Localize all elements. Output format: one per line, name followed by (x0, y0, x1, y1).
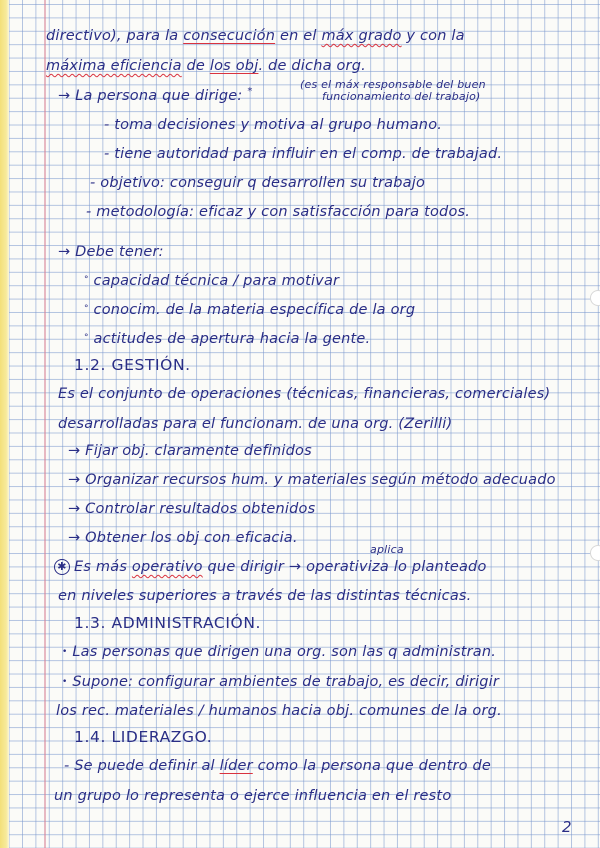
text-run: . de dicha org. (258, 58, 366, 74)
arrow-icon: → (288, 559, 302, 575)
text-line (58, 88, 253, 104)
text-run: de (181, 58, 210, 74)
text-line (84, 273, 339, 289)
text-run: los rec. materiales / humanos hacia obj. comunes de la org. (56, 703, 502, 719)
underlined-term: los obj (209, 58, 259, 74)
bullet-icon: ° (84, 304, 89, 314)
text-run: y con la (401, 28, 465, 44)
margin-line (44, 0, 46, 848)
text-run: que dirigir (202, 559, 285, 575)
text-run: - tiene autoridad para influir en el comp. de trabajad. (104, 146, 503, 162)
circled-asterisk-icon: ✱ (54, 559, 70, 575)
text-line (62, 674, 499, 690)
text-line (86, 204, 470, 220)
superscript-text: aplica (370, 543, 404, 556)
text-run: como la persona que dentro de (252, 758, 492, 774)
arrow-icon: → (58, 88, 71, 104)
text-run: Las personas que dirigen una org. son las q administran. (72, 644, 497, 660)
text-line (68, 530, 298, 546)
punch-hole (590, 545, 600, 561)
underlined-term: consecución (183, 28, 276, 44)
heading-text: 1.4. LIDERAZGO. (74, 728, 213, 746)
text-line (104, 117, 442, 133)
text-run: Organizar recursos hum. y materiales según método adecuado (85, 472, 556, 488)
text-run: Fijar obj. claramente definidos (85, 443, 312, 459)
text-line (68, 472, 556, 488)
text-run: - metodología: eficaz y con satisfacción para todos. (86, 204, 471, 220)
text-run: conocim. de la materia específica de la org (93, 302, 416, 318)
text-run: actitudes de apertura hacia la gente. (93, 331, 371, 347)
text-line (54, 559, 487, 575)
text-run: La persona que dirige: (75, 88, 243, 104)
bullet-icon: • (62, 677, 68, 687)
superscript-note (370, 543, 404, 556)
underlined-term: máxima eficiencia (46, 58, 182, 74)
text-line (84, 302, 415, 318)
section-heading (74, 728, 212, 746)
arrow-icon: → (68, 501, 81, 517)
page-number-text: 2 (562, 818, 572, 836)
text-line (46, 58, 366, 74)
arrow-icon: → (68, 472, 81, 488)
text-run: - Se puede definir al (64, 758, 220, 774)
text-line (68, 443, 312, 459)
text-line (90, 175, 425, 191)
page-number (562, 818, 572, 836)
text-run: en el (275, 28, 322, 44)
text-line (56, 703, 502, 719)
page-edge-strip (0, 0, 9, 848)
text-run: en niveles superiores a través de las distintas técnicas. (58, 588, 472, 604)
text-run: directivo), para la (46, 28, 184, 44)
side-note-line: funcionamiento del trabajo) (322, 90, 481, 103)
text-line (62, 644, 496, 660)
bullet-icon: ° (84, 333, 89, 343)
arrow-icon: → (68, 530, 81, 546)
arrow-icon: → (58, 244, 71, 260)
text-run: - toma decisiones y motiva al grupo humano. (104, 117, 443, 133)
underlined-term: máx grado (321, 28, 402, 44)
text-line (68, 501, 315, 517)
text-line (84, 331, 370, 347)
text-run: Es el conjunto de operaciones (técnicas, financieras, comerciales) (58, 386, 551, 402)
bullet-icon: • (62, 647, 68, 657)
text-run: un grupo lo representa o ejerce influencia en el resto (54, 788, 452, 804)
text-line (64, 758, 491, 774)
text-line (58, 416, 452, 432)
bullet-icon: ° (84, 275, 89, 285)
text-run: - objetivo: conseguir q desarrollen su trabajo (90, 175, 426, 191)
arrow-icon: → (68, 443, 81, 459)
underlined-term: líder (219, 758, 253, 774)
text-run: capacidad técnica / para motivar (93, 273, 340, 289)
text-line (58, 244, 164, 260)
heading-text: 1.2. GESTIÓN. (74, 356, 191, 374)
asterisk-icon: * (247, 86, 253, 97)
text-run: Debe tener: (75, 244, 164, 260)
text-line (104, 146, 502, 162)
text-run: Controlar resultados obtenidos (85, 501, 316, 517)
text-run: operativiza lo planteado (306, 559, 487, 575)
text-run: Es más (74, 559, 132, 575)
section-heading (74, 614, 261, 632)
section-heading (74, 356, 191, 374)
heading-text: 1.3. ADMINISTRACIÓN. (74, 614, 262, 632)
text-run: Obtener los obj con eficacia. (85, 530, 298, 546)
text-line (58, 588, 471, 604)
text-line (58, 386, 550, 402)
text-line (46, 28, 465, 44)
side-note (322, 90, 481, 103)
text-line (54, 788, 451, 804)
text-run: desarrolladas para el funcionam. de una org. (Zerilli) (58, 416, 453, 432)
underlined-term: operativo (131, 559, 203, 575)
text-run: Supone: configurar ambientes de trabajo, es decir, dirigir (72, 674, 500, 690)
punch-hole (590, 290, 600, 306)
side-note-line: (es el máx responsable del buen (300, 78, 486, 91)
